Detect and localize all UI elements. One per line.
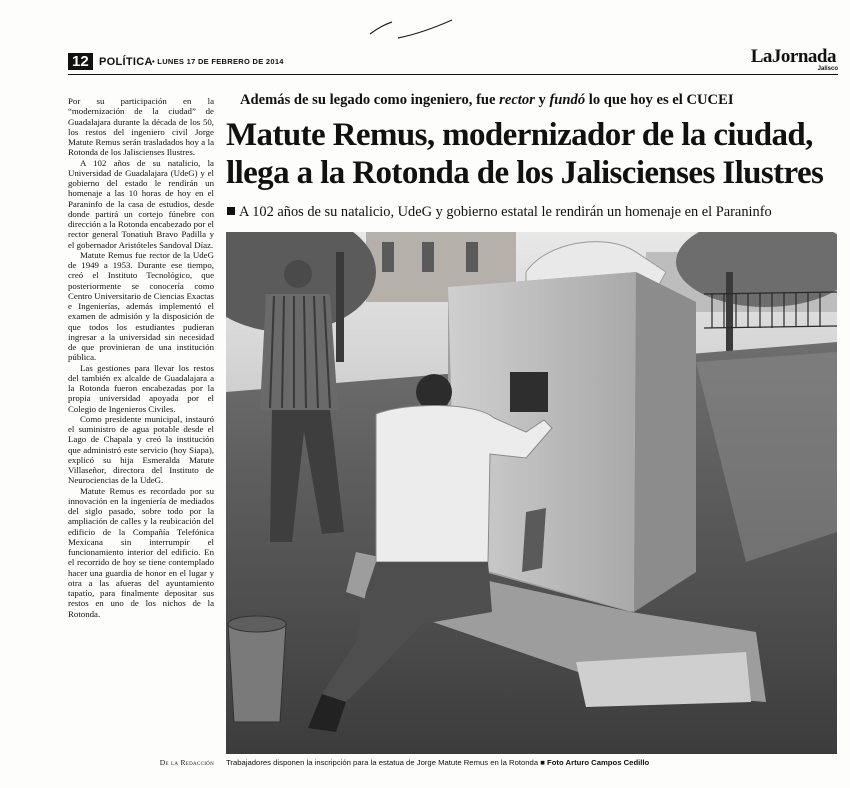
deck-text: A 102 años de su natalicio, UdeG y gobierno estatal le rendirán un homenaje en el Paraninfo <box>239 204 772 220</box>
page-number: 12 <box>68 53 93 70</box>
article-body <box>68 96 214 752</box>
photo-illustration <box>226 232 837 754</box>
pen-scribble-mark <box>368 16 458 46</box>
article-paragraph: Por su participación en la “modernización de la ciudad” de Guadalajara durante la década de los 50, los restos del ingeniero civil Jorge Matute Remus serán trasladados hoy a la Rotonda de los Jaliscienses Ilustres. <box>68 96 214 158</box>
article-paragraph: Matute Remus fue rector de la UdeG de 1949 a 1953. Durante ese tiempo, creó el Instituto Tecnológico, que posteriormente se conocería como Centro Universitario de Ciencias Exactas e Ingenierías, además implementó el examen de admisión y la disposición de que todos los estudiantes pudieran ingresar a la universidad sin necesidad de que provinieran de una institución pública. <box>68 249 214 363</box>
kicker-text: y <box>534 92 550 108</box>
article-paragraph: Como presidente municipal, instauró el suministro de agua potable desde el Lago de Chapala y creó la institución que administró este servicio (hoy Siapa), explicó su hija Esmeralda Matute Villaseñor, directora del Instituto de Neurociencias de la UdeG. <box>68 413 214 486</box>
kicker-italic-fundo: fundó <box>549 92 586 108</box>
article-paragraph: Las gestiones para llevar los restos del también ex alcalde de Guadalajara a la Rotonda fueron encabezadas por la propia universidad apoyada por el Colegio de Ingenieros Civiles. <box>68 362 214 414</box>
kicker <box>240 92 734 109</box>
headline-line: Matute Remus, modernizador de la ciudad, <box>226 117 813 153</box>
kicker-text: Además de su legado como ingeniero, fue <box>240 92 500 108</box>
dateline: • LUNES 17 DE FEBRERO DE 2014 <box>152 57 284 66</box>
deck <box>227 204 772 221</box>
news-photo <box>226 232 837 754</box>
masthead-logo: LaJornada <box>750 46 836 67</box>
photo-credit: ■ Foto Arturo Campos Cedillo <box>540 758 650 767</box>
article-paragraph: Matute Remus es recordado por su innovación en la ingeniería de mediados del siglo pasado, sobre todo por la ampliación de calles y la reubicación del edificio de la Compañía Telefónica Mexicana sin interrumpir el funcionamiento interior del edificio. En el recorrido de hoy se tiene contemplado hacer una guardia de honor en el lugar y otra a las afueras del ayuntamiento tapatío, para finalmente depositar sus restos en uno de los nichos de la Rotonda. <box>68 485 214 619</box>
photo-caption <box>226 758 649 767</box>
masthead-edition: Jalisco <box>817 66 838 72</box>
article-paragraph: A 102 años de su natalicio, la Universidad de Guadalajara (UdeG) y el gobierno del estado le rendirán un homenaje a las 10 horas de hoy en el Paraninfo de la casa de estudios, desde donde partirá un cortejo fúnebre con dirección a la Rotonda encabezado por el rector general Tonatiuh Bravo Padilla y el gobernador Aristóteles Sandoval Díaz. <box>68 157 214 250</box>
caption-text: Trabajadores disponen la inscripción para la estatua de Jorge Matute Remus en la Rotonda <box>226 758 539 767</box>
kicker-italic-rector: rector <box>499 92 535 108</box>
byline: De la Redacción <box>159 758 214 767</box>
headline-line: llega a la Rotonda de los Jaliscienses Ilustres <box>226 155 824 191</box>
section-name: POLÍTICA <box>99 56 153 68</box>
kicker-text: lo que hoy es el CUCEI <box>585 92 734 108</box>
headline <box>226 116 842 192</box>
bullet-square-icon <box>227 207 235 215</box>
page-header <box>68 46 838 75</box>
